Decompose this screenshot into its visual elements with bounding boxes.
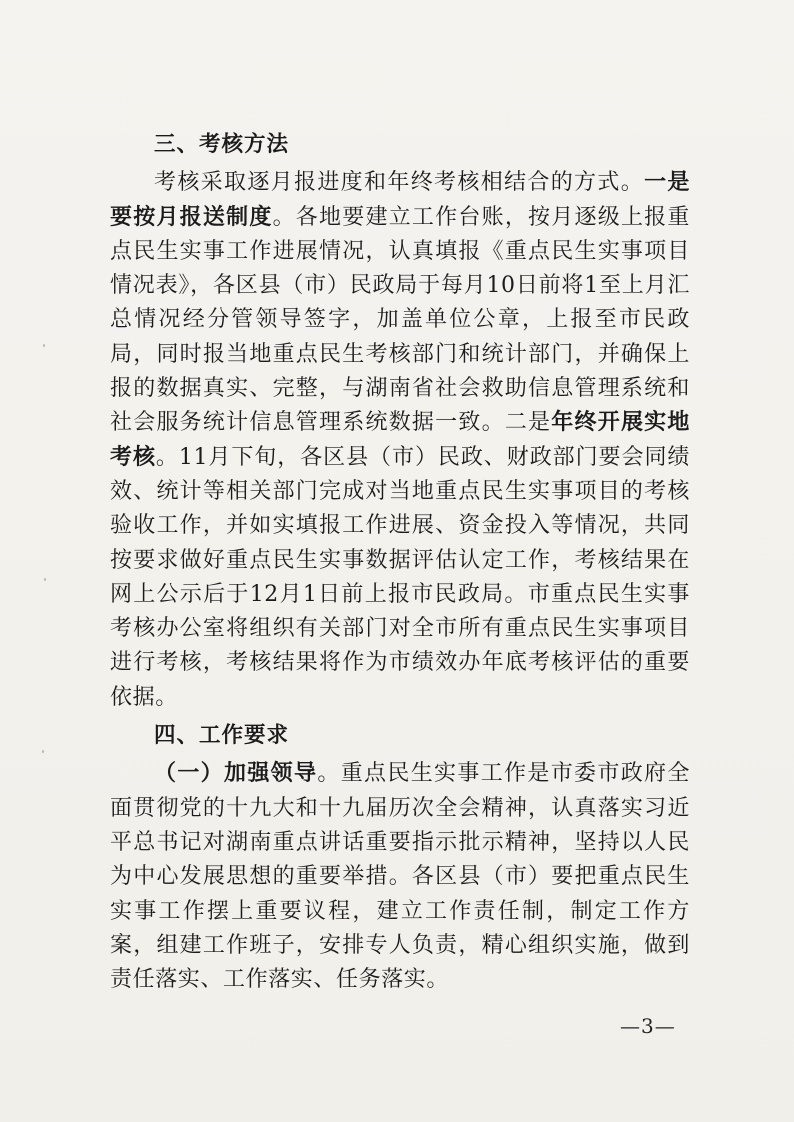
paragraph-strengthen-leadership [110,757,690,997]
paragraph-text: 考核采取逐月报进度和年终考核相结合的方式。 [154,170,645,196]
emphasis-strengthen-leadership: （一）加强领导 [154,761,318,787]
section-heading-work-requirements: 四、工作要求 [154,723,290,749]
paragraph-text: 。11月下旬，各区县（市）民政、财政部门要会同绩效、统计等相关部门完成对当地重点民生实事项目的考核验收工作，并如实填报工作进展、资金投入等情况，共同按要求做好重点民生实事数据评估认定工作，考核结果在网上公示后于12月1日前上报市民政局。市重点民生实事考核办公室将组织有关部门对全市所有重点民生实事项目进行考核，考核结果将作为市绩效办年底考核评估的重要依据。 [110,444,690,710]
scan-speck [43,344,45,347]
page-number: —3— [620,1014,676,1038]
section-heading-assessment-method: 三、考核方法 [154,132,290,157]
scan-speck [42,750,44,753]
scan-speck [44,578,46,581]
paragraph-text: 。各地要建立工作台账，按月逐级上报重点民生实事工作进展情况，认真填报《重点民生实事项目情况表》，各区县（市）民政局于每月10日前将1至上月汇总情况经分管领导签字，加盖单位公章，上报至市民政局，同时报当地重点民生考核部门和统计部门，并确保上报的数据真实、完整，与湖南省社会救助信息管理系统和社会服务统计信息管理系统数据一致。二是 [110,204,690,436]
paragraph-assessment-method [110,166,690,715]
emphasis-year-end-assessment: 年终开展实地考核 [110,410,690,470]
paragraph-text: 。重点民生实事工作是市委市政府全面贯彻党的十九大和十九届历次全会精神，认真落实习近平总书记对湖南重点讲话重要指示批示精神，坚持以人民为中心发展思想的重要举措。各区县（市）要把重点民生实事工作摆上重要议程，建立工作责任制，制定工作方案，组建工作班子，安排专人负责，精心组织实施，做到责任落实、工作落实、任务落实。 [110,761,690,993]
emphasis-monthly-report: 一是要按月报送制度 [110,170,690,230]
document-body [110,128,690,1001]
